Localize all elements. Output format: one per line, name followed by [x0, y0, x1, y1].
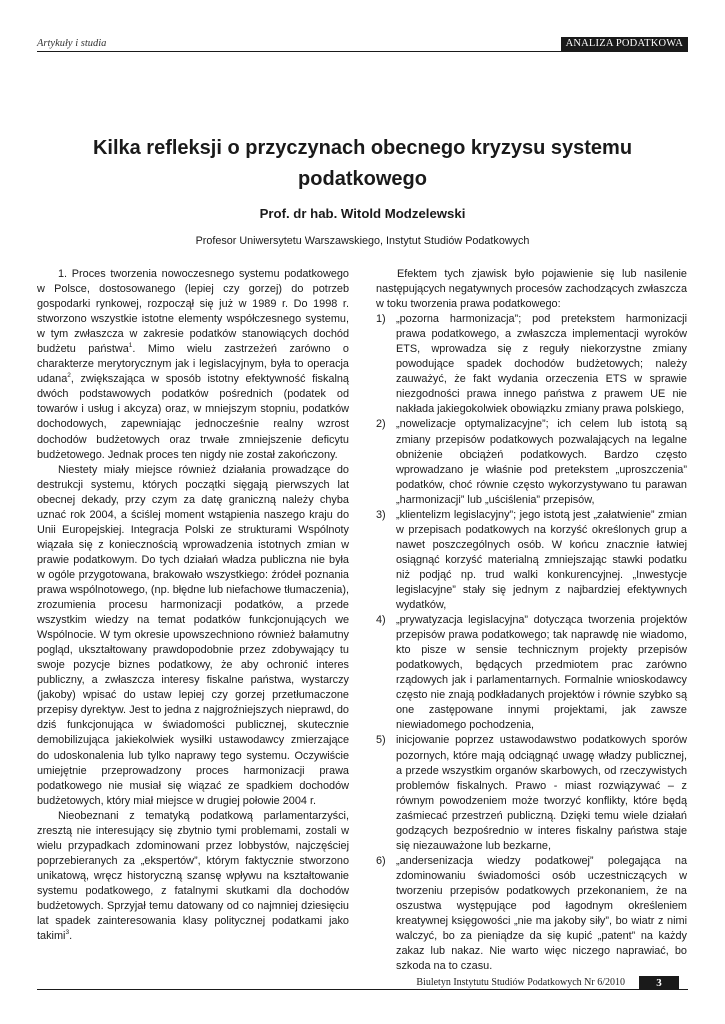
paragraph-3	[37, 809, 349, 944]
paragraph-1	[37, 267, 349, 463]
paragraph-1-text-a: 1. Proces tworzenia nowoczesnego systemu podatkowego w Polsce, dostosowanego (lepiej czy gorzej) do potrzeb gospodarki rynkowej, rozpoczął się już w 1989 r. Do 1998 r. stworzono wszystkie istotne elementy współczesnego systemu, w tym zwłaszcza w zakresie podatków stanowiących dochód budżetu państwa	[37, 268, 349, 356]
list-item	[376, 733, 687, 853]
list-item-text: inicjowanie poprzez ustawodawstwo podatkowych sporów pozornych, które mają odciągnąć uwagę władzy publicznej, a przede wszystkim organów skarbowych, od rzeczywistych problemów fiskalnych. Prawo - miast rozwiązywać – z równym powodzeniem może tworzyć konflikty, które będą zaśmiecać przestrzeń publiczną. Dzięki temu wiele działań godzących bezpośrednio w interes fiskalny państwa staje się niezauważone lub bezkarne,	[396, 734, 687, 852]
list-item-text: „prywatyzacja legislacyjna” dotycząca tworzenia projektów przepisów prawa podatkowego; tak naprawdę nie wiadomo, kto pisze w sensie technicznym projekty przepisów podatkowych, będących przedmiotem prac zarówno rządowych jak i parlamentarnych. Formalnie wnioskodawcy często nie znają podkładanych projektów i równie szybko są one zastępowane innymi projektami, jak zawsze niewiadomego pochodzenia,	[396, 614, 687, 732]
list-intro: Efektem tych zjawisk było pojawienie się lub nasilenie następujących negatywnych procesów zachodzących zwłaszcza w toku tworzenia prawa podatkowego:	[376, 268, 687, 311]
right-column	[376, 267, 687, 974]
list-item	[376, 613, 687, 733]
list-item-number: 5)	[376, 734, 386, 747]
header-rule	[37, 51, 688, 52]
category-badge: ANALIZA PODATKOWA	[561, 37, 688, 51]
left-column	[37, 267, 349, 944]
list-item-number: 2)	[376, 418, 386, 431]
paragraph-1-text-c: , zwiększająca w sposób istotny efektywność fiskalną dwóch podstawowych podatków pośrednich (podatek od towarów i usług i akcyza) oraz, w mniejszym stopniu, podatków dochodowych, zapewniając jednocześnie realny wzrost dochodów budżetowych oraz trwałe zmniejszenie deficytu budżetowego. Jednak proces ten nigdy nie został zakończony.	[37, 373, 349, 461]
footer-journal: Biuletyn Instytutu Studiów Podatkowych Nr 6/2010	[416, 977, 625, 988]
list-item-text: „andersenizacja wiedzy podatkowej” polegająca na zdominowaniu świadomości osób uczestniczących w tworzeniu przepisów podatkowych przekonaniem, że na oszustwa występujące pod łagodnym określeniem kreatywnej księgowości „nie ma jakoby siły”, bo wiatr z nimi walczyć, bo za pieniądze da się kupić „patent” na każdy zakaz lub nakaz. Nie warto więc niczego naprawiać, bo szkoda na to czasu.	[396, 854, 687, 973]
list-item	[376, 312, 687, 417]
list-item	[376, 508, 687, 613]
running-header-section: Artykuły i studia	[37, 38, 107, 49]
footnote-ref-2[interactable]: 2	[67, 372, 71, 380]
footer-rule	[37, 989, 688, 990]
article-author: Prof. dr hab. Witold Modzelewski	[259, 206, 466, 221]
paragraph-3-text-b: .	[69, 930, 73, 943]
footnote-ref-3[interactable]: 3	[65, 929, 70, 937]
paragraph-3-text-a: Nieobeznani z tematyką podatkową parlamentarzyści, zresztą nie interesujący się zbytnio tymi problemami, zostali w wielu przypadkach zdominowani przez lobbystów, najczęściej poprzebieranych za „ekspertów”, którym faktycznie stworzono unikatową, wręcz historyczną szansę wpływu na kształtowanie systemu podatkowego, z fatalnymi skutkami dla dochodów budżetowych. Sprzyjał temu datowany od co najmniej dziesięciu lat spadek zainteresowania klasy politycznej podatkami jako takimi	[37, 809, 349, 943]
list-item-text: „nowelizacje optymalizacyjne”; ich celem lub istotą są zmiany przepisów podatkowych pozwalających na legalne obniżenie obciążeń podatkowych. Bardzo często wprowadzano je właśnie pod pretekstem „uproszczenia” podatków, choć równie często wykorzystywano tu parawan „harmonizacji” lub „uściślenia” przepisów,	[396, 418, 687, 506]
list-item-number: 6)	[376, 854, 386, 867]
paragraph-2: Niestety miały miejsce również działania prowadzące do destrukcji systemu, których początki sięgają pierwszych lat obecnej dekady, przy czym za datę graniczną należy chyba uznać rok 2004, a ściślej moment wstąpienia naszego kraju do Unii Europejskiej. Integracja Polski ze strukturami Wspólnoty wiązała się z koniecznością wprowadzenia istotnych zmian w prawie podatkowym. Do tych działań władza publiczna nie była w ogóle przygotowana, brakowało wszystkiego: źródeł poznania prawa wspólnotowego, (np. błędne lub niefachowe tłumaczenia), zrozumienia procesu harmonizacji podatków, a przede wszystkim wiedzy na temat podatków funkcjonujących we Wspólnocie. W tym okresie upowszechniono również bałamutny pogląd, ukształtowany prawdopodobnie przez zdobywający tu swoje pozycje biznes podatkowy, że aby ochronić interes publiczny, a zwłaszcza interesy fiskalne państwa, wystarczy (jakoby) wpisać do ustaw lepiej czy gorzej przetłumaczone przepisy dyrektyw. Jest to jedna z najgroźniejszych nieprawd, do dziś funkcjonująca w świadomości publicznej, skutecznie demobilizująca jakiekolwiek wysiłki ustawodawcy zmierzające do udoskonalenia lub tylko naprawy tego systemu. Oczywiście umiejętnie przeprowadzony proces harmonizacji prawa podatkowego nie musiał się wiązać ze spadkiem dochodów budżetowych, który miał miejsce w drugiej połowie 2004 r.	[37, 463, 349, 807]
page-number: 3	[639, 976, 679, 990]
author-affiliation: Profesor Uniwersytetu Warszawskiego, Instytut Studiów Podatkowych	[195, 235, 530, 247]
list-item	[376, 854, 687, 974]
list-item	[376, 417, 687, 507]
list-item-text: „klientelizm legislacyjny”; jego istotą jest „załatwienie” zmian w przepisach podatkowych na korzyść określonych grup a nawet poszczególnych osób. W końcu znacznie łatwiej osiągnąć korzyść materialną zmniejszając stawki podatku niż podjąć np. trud walki konkurencyjnej. „Inwestycje legislacyjne” stały się jednym z najbardziej efektywnych wydatków,	[396, 508, 687, 612]
list-item-number: 4)	[376, 614, 386, 627]
list-item-text: „pozorna harmonizacja”; pod pretekstem harmonizacji prawa podatkowego, a zwłaszcza implementacji wyroków ETS, wprowadza się z reguły niekorzystne zmiany powodujące spadek dochodów budżetowych; należy zauważyć, że fakt wydania orzeczenia ETS w sprawie niezgodności prawa innego państwa z prawem UE nie nakłada jakiegokolwiek obowiązku zmiany prawa polskiego,	[396, 313, 687, 416]
footnote-ref-1[interactable]: 1	[128, 342, 133, 350]
article-title: Kilka refleksji o przyczynach obecnego kryzysu systemu podatkowego	[92, 137, 633, 190]
process-list	[376, 312, 687, 974]
list-item-number: 3)	[376, 508, 386, 521]
list-item-number: 1)	[376, 313, 386, 326]
paragraph-1-text-b: . Mimo wielu zastrzeżeń zarówno o charakterze merytorycznym jak i legislacyjnym, była to operacja udana	[37, 343, 349, 386]
